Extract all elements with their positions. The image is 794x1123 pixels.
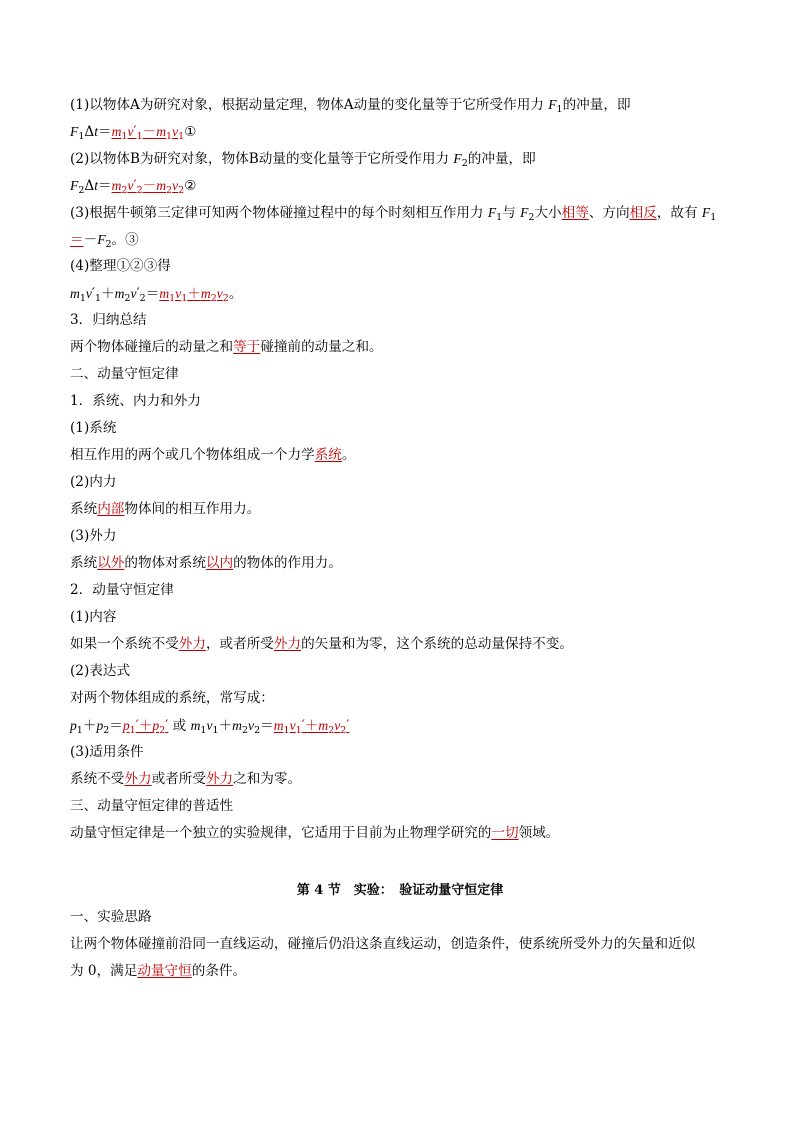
blank-all: 一切: [491, 825, 519, 841]
equation-4: $m_1v'_1+m_2v'_2=m_1v_1+m_2v_2$。: [70, 286, 243, 304]
blank-inside: 以内: [205, 555, 234, 571]
summary-text: 两个物体碰撞后的动量之和等于碰撞前的动量之和。: [70, 339, 383, 355]
label-internal-force: (2)内力: [70, 474, 117, 490]
expression-equation: $p_1+p_2=p_1'+p_2'$ 或 $m_1v_1+m_2v_2=m_1v_1'+m_2v_2'$: [70, 718, 350, 736]
heading-law: 2．动量守恒定律: [70, 582, 174, 598]
blank-outside: 以外: [97, 555, 125, 571]
step-3-text: (3)根据牛顿第三定律可知两个物体碰撞过程中的每个时刻相互作用力 $F_1$与 $F_2$大小相等、方向相反，故有 $F_1$: [70, 205, 717, 223]
internal-force-text: 系统内部物体间的相互作用力。: [70, 501, 261, 517]
heading-universality: 三、动量守恒定律的普适性: [70, 798, 234, 814]
blank-external-2: 外力: [273, 636, 302, 652]
equation-1: $F_1\Delta t=m_1v'_1-m_1v_1①$: [70, 124, 197, 142]
heading-summary: 3．归纳总结: [70, 312, 147, 328]
blank-mv-sum: $m_1v_1'+m_2v_2'$: [273, 718, 350, 736]
section-4-title: 第 4 节 实验： 验证动量守恒定律: [296, 883, 504, 898]
blank-cond-external-2: 外力: [205, 771, 234, 787]
label-system: (1)系统: [70, 420, 117, 436]
blank-external-1: 外力: [178, 636, 206, 652]
blank-momentum-conservation: 动量守恒: [137, 963, 192, 979]
system-text: 相互作用的两个或几个物体组成一个力学系统。: [70, 447, 356, 463]
external-force-text: 系统以外的物体对系统以内的物体的作用力。: [70, 555, 342, 571]
idea-text-1: 让两个物体碰撞前沿同一直线运动，碰撞后仍沿这条直线运动，创造条件，使系统所受外力的矢量和近似: [70, 936, 696, 952]
label-content: (1)内容: [70, 609, 117, 625]
conditions-text: 系统不受外力或者所受外力之和为零。: [70, 771, 302, 787]
blank-equal: 相等: [561, 205, 589, 221]
label-external-force: (3)外力: [70, 528, 117, 544]
blank-equation-2: $m_2v'_2-m_2v_2$: [111, 178, 185, 196]
heading-experiment-idea: 一、实验思路: [70, 909, 152, 925]
blank-equation-4: $m_1v_1+m_2v_2$: [159, 286, 229, 304]
expression-text: 对两个物体组成的系统，常写成：: [70, 690, 274, 706]
blank-internal: 内部: [97, 501, 125, 517]
blank-equation-1: $m_1v'_1-m_1v_1$: [111, 124, 185, 142]
universality-text: 动量守恒定律是一个独立的实验规律，它适用于目前为止物理学研究的一切领域。: [70, 825, 560, 841]
blank-cond-external-1: 外力: [124, 771, 152, 787]
step-2-text: (2)以物体B为研究对象，物体B动量的变化量等于它所受作用力 $F_2$的冲量，即: [70, 151, 536, 169]
step-3-cont: $=-F_2$。③: [70, 232, 139, 250]
heading-system-forces: 1．系统、内力和外力: [70, 393, 201, 409]
step-1-text: (1)以物体A为研究对象，根据动量定理，物体A动量的变化量等于它所受作用力 $F_1$的冲量，即: [70, 97, 631, 115]
equation-2: $F_2\Delta t=m_2v'_2-m_2v_2②$: [70, 178, 197, 196]
document-body: [70, 91, 730, 985]
blank-equals-sign: ＝: [70, 232, 84, 248]
step-4-text: (4)整理①②③得: [70, 258, 171, 274]
blank-opposite: 相反: [629, 205, 657, 221]
heading-conservation-law: 二、动量守恒定律: [70, 366, 179, 382]
label-conditions: (3)适用条件: [70, 744, 144, 760]
blank-momentum-sum: $p_1'+p_2'$: [122, 718, 169, 736]
content-text: 如果一个系统不受外力，或者所受外力的矢量和为零，这个系统的总动量保持不变。: [70, 636, 573, 652]
label-expression: (2)表达式: [70, 663, 131, 679]
blank-system: 系统: [314, 447, 342, 463]
blank-equals: 等于: [233, 339, 261, 355]
idea-text-2: 为 0，满足动量守恒的条件。: [70, 963, 247, 979]
